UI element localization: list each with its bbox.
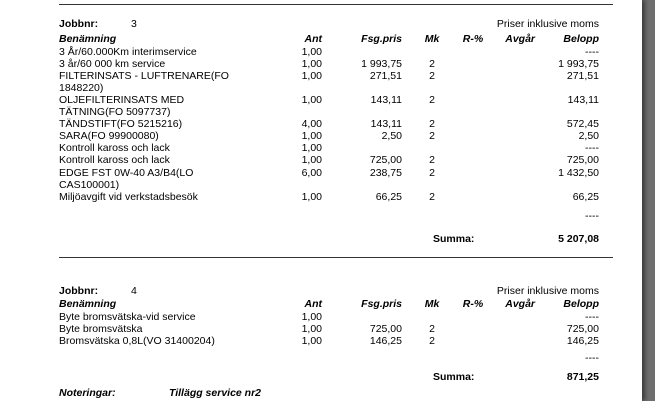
item-qty: 1,00: [301, 154, 322, 167]
item-unit-price: 725,00: [369, 323, 402, 336]
item-qty: 1,00: [301, 70, 322, 83]
col-description: Benämning: [59, 33, 117, 45]
item-unit-price: 1 993,75: [361, 58, 402, 71]
item-vat-code: 2: [429, 70, 435, 83]
item-description: TÄNDSTIFT(FO 5215216): [59, 118, 183, 131]
job-number: 4: [131, 285, 137, 297]
sum-value: 5 207,08: [558, 233, 599, 245]
item-description: CAS100001): [59, 178, 120, 191]
col-amount: Belopp: [563, 33, 599, 45]
item-amount: 1 432,50: [558, 166, 599, 179]
item-amount: 572,45: [566, 118, 599, 131]
item-description: OLJEFILTERINSATS MED: [59, 94, 185, 107]
item-qty: 1,00: [301, 94, 322, 107]
item-vat-code: 2: [429, 94, 435, 107]
top-divider: [59, 4, 613, 5]
item-vat-code: 2: [429, 154, 435, 167]
item-description: Kontroll kaross och lack: [59, 142, 170, 155]
section-divider: [59, 257, 613, 258]
item-description: 3 år/60 000 km service: [59, 58, 166, 71]
sum-dashes: ----: [585, 210, 599, 222]
item-description: SARA(FO 99900080): [59, 130, 159, 143]
item-qty: 1,00: [301, 311, 322, 323]
item-description: 3 År/60.000Km interimservice: [59, 46, 197, 58]
item-amount: 143,11: [567, 94, 599, 107]
item-description: TÄTNING(FO 5097737): [59, 106, 171, 119]
item-amount: 271,51: [566, 70, 599, 83]
item-vat-code: 2: [429, 58, 435, 71]
col-vat-code: Mk: [424, 33, 440, 45]
item-amount: 2,50: [578, 130, 599, 143]
price-note: Priser inklusive moms: [496, 285, 599, 297]
col-discount: R-%: [462, 298, 484, 310]
item-amount: 146,25: [566, 335, 599, 348]
sum-value: 871,25: [566, 371, 599, 383]
item-qty: 1,00: [301, 323, 322, 336]
item-qty: 1,00: [301, 190, 322, 203]
item-unit-price: 143,11: [370, 118, 402, 131]
price-note: Priser inklusive moms: [496, 18, 599, 30]
notes-label: Noteringar:: [59, 387, 116, 399]
col-qty: Ant: [304, 298, 322, 310]
item-vat-code: 2: [429, 323, 435, 336]
item-description: Kontroll kaross och lack: [59, 154, 170, 167]
item-description: Miljöavgift vid verkstadsbesök: [59, 190, 198, 203]
col-unit-price: Fsg.pris: [361, 33, 402, 45]
item-unit-price: 66,25: [375, 190, 402, 203]
item-description: EDGE FST 0W-40 A3/B4(LO: [59, 166, 194, 179]
col-deduction: Avgår: [505, 33, 535, 45]
item-description: Byte bromsvätska: [59, 323, 143, 336]
item-qty: 6,00: [301, 166, 322, 179]
job-label: Jobbnr:: [59, 285, 99, 297]
item-unit-price: 146,25: [369, 335, 402, 348]
col-unit-price: Fsg.pris: [361, 298, 402, 310]
item-qty: 1,00: [301, 130, 322, 143]
item-unit-price: 238,75: [369, 166, 402, 179]
col-vat-code: Mk: [424, 298, 440, 310]
notes-value: Tillägg service nr2: [169, 387, 262, 399]
item-amount: 1 993,75: [558, 58, 599, 71]
sum-label: Summa:: [433, 371, 475, 383]
item-unit-price: 271,51: [369, 70, 402, 83]
job-number: 3: [131, 18, 137, 30]
col-discount: R-%: [462, 33, 484, 45]
item-amount: ----: [585, 46, 599, 58]
item-amount: 725,00: [566, 323, 599, 336]
item-amount: 725,00: [566, 154, 599, 167]
job-label: Jobbnr:: [59, 18, 99, 30]
item-vat-code: 2: [429, 190, 435, 203]
sum-label: Summa:: [433, 233, 475, 245]
sum-dashes: ----: [585, 352, 599, 364]
item-vat-code: 2: [429, 118, 435, 131]
item-vat-code: 2: [429, 166, 435, 179]
item-description: Bromsvätska 0,8L(VO 31400204): [59, 335, 215, 348]
item-unit-price: 2,50: [381, 130, 402, 143]
item-unit-price: 725,00: [369, 154, 402, 167]
item-unit-price: 143,11: [370, 94, 402, 107]
item-qty: 4,00: [301, 118, 322, 131]
item-amount: ----: [585, 142, 599, 155]
item-qty: 1,00: [301, 142, 322, 155]
item-amount: ----: [585, 311, 599, 323]
item-vat-code: 2: [429, 335, 435, 348]
col-deduction: Avgår: [505, 298, 535, 310]
item-description: FILTERINSATS - LUFTRENARE(FO: [59, 70, 229, 83]
item-amount: 66,25: [572, 190, 599, 203]
item-qty: 1,00: [301, 335, 322, 348]
item-qty: 1,00: [301, 58, 322, 71]
item-vat-code: 2: [429, 130, 435, 143]
item-description: 1848220): [59, 82, 104, 95]
col-qty: Ant: [304, 33, 322, 45]
col-amount: Belopp: [563, 298, 599, 310]
item-description: Byte bromsvätska-vid service: [59, 311, 196, 323]
item-qty: 1,00: [301, 46, 322, 58]
col-description: Benämning: [59, 298, 117, 310]
